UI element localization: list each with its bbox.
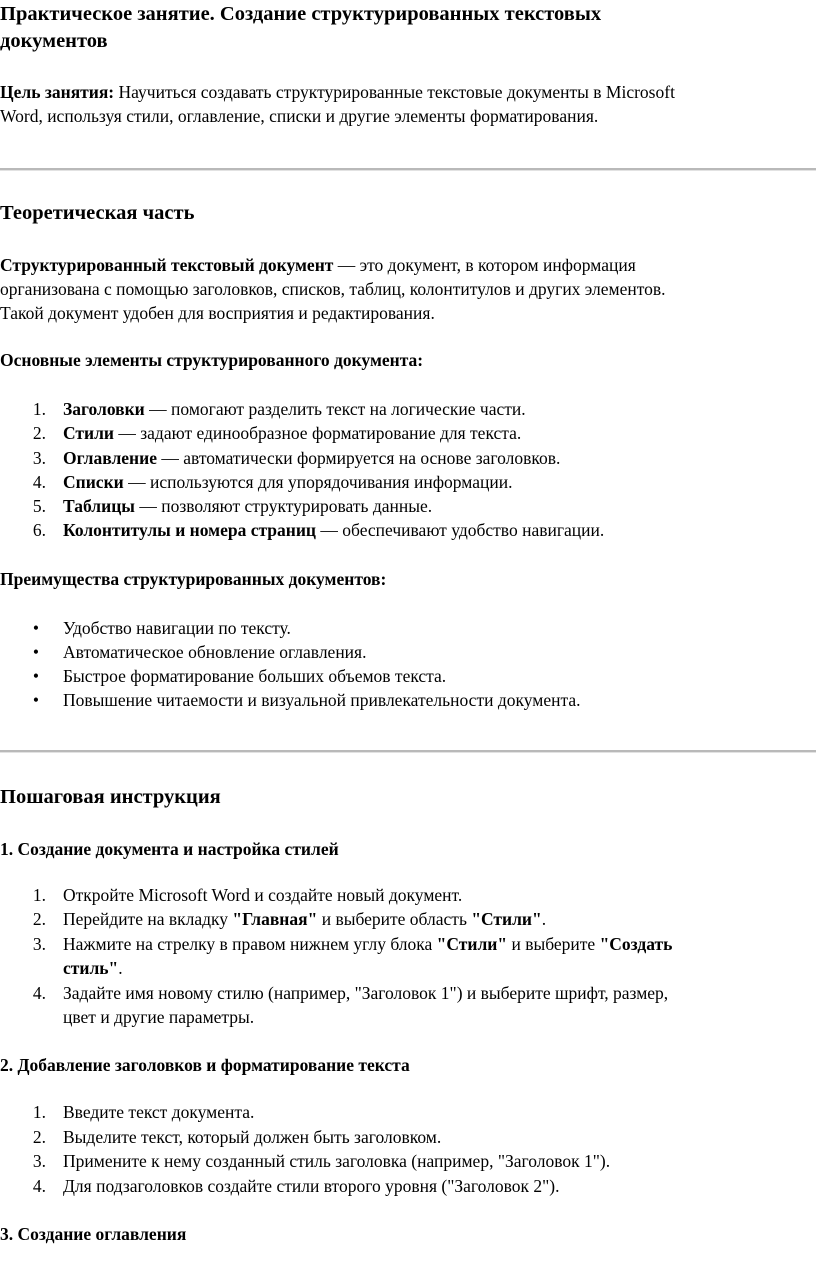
list-number: 4. — [32, 472, 46, 492]
ui-label: "Стили" — [471, 909, 542, 929]
list-item-text: — позволяют структурировать данные. — [134, 496, 433, 516]
divider — [0, 750, 816, 753]
list-number: 1. — [32, 399, 46, 419]
list-number: 1. — [32, 885, 46, 905]
list-item-text: — автоматически формируется на основе заголовков. — [156, 448, 561, 468]
list-item: Откройте Microsoft Word и создайте новый документ. — [63, 885, 463, 905]
list-item-text: — задают единообразное форматирование для текста. — [114, 423, 522, 443]
item-text: . — [118, 958, 123, 978]
list-item: Автоматическое обновление оглавления. — [63, 642, 367, 662]
list-item — [63, 446, 560, 471]
goal-line2: Word, используя стили, оглавление, списки и другие элементы форматирования. — [0, 106, 599, 126]
definition-line3: Такой документ удобен для восприятия и редактирования. — [0, 303, 435, 323]
step1-heading: 1. Создание документа и настройка стилей — [0, 839, 339, 859]
goal-label: Цель занятия: — [0, 82, 115, 102]
step3-heading: 3. Создание оглавления — [0, 1224, 187, 1244]
list-item: Быстрое форматирование больших объемов текста. — [63, 666, 447, 686]
definition-line2: организована с помощью заголовков, списков, таблиц, колонтитулов и других элементов. — [0, 279, 666, 299]
list-item-term: Таблицы — [63, 496, 135, 516]
list-item — [63, 494, 432, 519]
list-item-term: Оглавление — [63, 448, 157, 468]
list-item-term: Списки — [63, 472, 124, 492]
list-number: 3. — [32, 1151, 46, 1171]
ui-label: "Стили" — [436, 934, 508, 954]
list-item — [63, 518, 604, 543]
instructions-heading: Пошаговая инструкция — [0, 786, 221, 808]
list-number: 2. — [32, 1127, 46, 1147]
list-item: Задайте имя новому стилю (например, "Заголовок 1") и выберите шрифт, размер, — [63, 983, 669, 1003]
page-title-line1: Практическое занятие. Создание структурированных текстовых — [0, 3, 602, 25]
list-item-term: Стили — [63, 423, 114, 443]
page-title-line2: документов — [0, 30, 108, 52]
list-item: Выделите текст, который должен быть заголовком. — [63, 1127, 442, 1147]
goal-line1 — [0, 80, 675, 105]
list-number: 3. — [32, 934, 46, 954]
list-item: Удобство навигации по тексту. — [63, 618, 291, 638]
list-number: 5. — [32, 496, 46, 516]
list-item-term: Заголовки — [63, 399, 145, 419]
theory-heading: Теоретическая часть — [0, 202, 195, 224]
list-item-text: — обеспечивают удобство навигации. — [316, 520, 605, 540]
list-item-continuation: цвет и другие параметры. — [63, 1007, 255, 1027]
list-number: 4. — [32, 1176, 46, 1196]
advantages-heading: Преимущества структурированных документов: — [0, 569, 387, 589]
list-item — [63, 421, 521, 446]
item-text: и выберите область — [317, 909, 472, 929]
list-number: 1. — [32, 1102, 46, 1122]
list-number: 6. — [32, 520, 46, 540]
item-text: Нажмите на стрелку в правом нижнем углу блока — [63, 934, 437, 954]
bullet-icon: • — [32, 618, 40, 638]
list-item — [63, 907, 546, 932]
bullet-icon: • — [32, 690, 40, 710]
list-number: 2. — [32, 423, 46, 443]
list-item — [63, 397, 526, 422]
list-item — [63, 470, 512, 495]
list-number: 2. — [32, 909, 46, 929]
divider — [0, 168, 816, 171]
list-item-text: — используются для упорядочивания информации. — [123, 472, 513, 492]
item-text: . — [541, 909, 547, 929]
list-item: Примените к нему созданный стиль заголовка (например, "Заголовок 1"). — [63, 1151, 611, 1171]
elements-heading: Основные элементы структурированного документа: — [0, 350, 424, 370]
bullet-icon: • — [32, 642, 40, 662]
item-text: Перейдите на вкладку — [63, 909, 233, 929]
ui-label: "Создать — [599, 934, 673, 954]
list-item: Для подзаголовков создайте стили второго уровня ("Заголовок 2"). — [63, 1176, 560, 1196]
list-item-continuation — [63, 956, 123, 981]
list-number: 3. — [32, 448, 46, 468]
list-item-text: — помогают разделить текст на логические части. — [144, 399, 526, 419]
list-item: Введите текст документа. — [63, 1102, 255, 1122]
goal-text: Научиться создавать структурированные текстовые документы в Microsoft — [114, 82, 675, 102]
ui-label: стиль" — [63, 958, 119, 978]
item-text: и выберите — [507, 934, 600, 954]
step2-heading: 2. Добавление заголовков и форматирование текста — [0, 1055, 410, 1075]
list-item — [63, 932, 672, 957]
ui-label: "Главная" — [232, 909, 318, 929]
list-number: 4. — [32, 983, 46, 1003]
bullet-icon: • — [32, 666, 40, 686]
definition-term: Структурированный текстовый документ — [0, 255, 334, 275]
definition-text: — это документ, в котором информация — [333, 255, 636, 275]
definition-line1 — [0, 253, 636, 278]
list-item-term: Колонтитулы и номера страниц — [63, 520, 317, 540]
list-item: Повышение читаемости и визуальной привлекательности документа. — [63, 690, 581, 710]
